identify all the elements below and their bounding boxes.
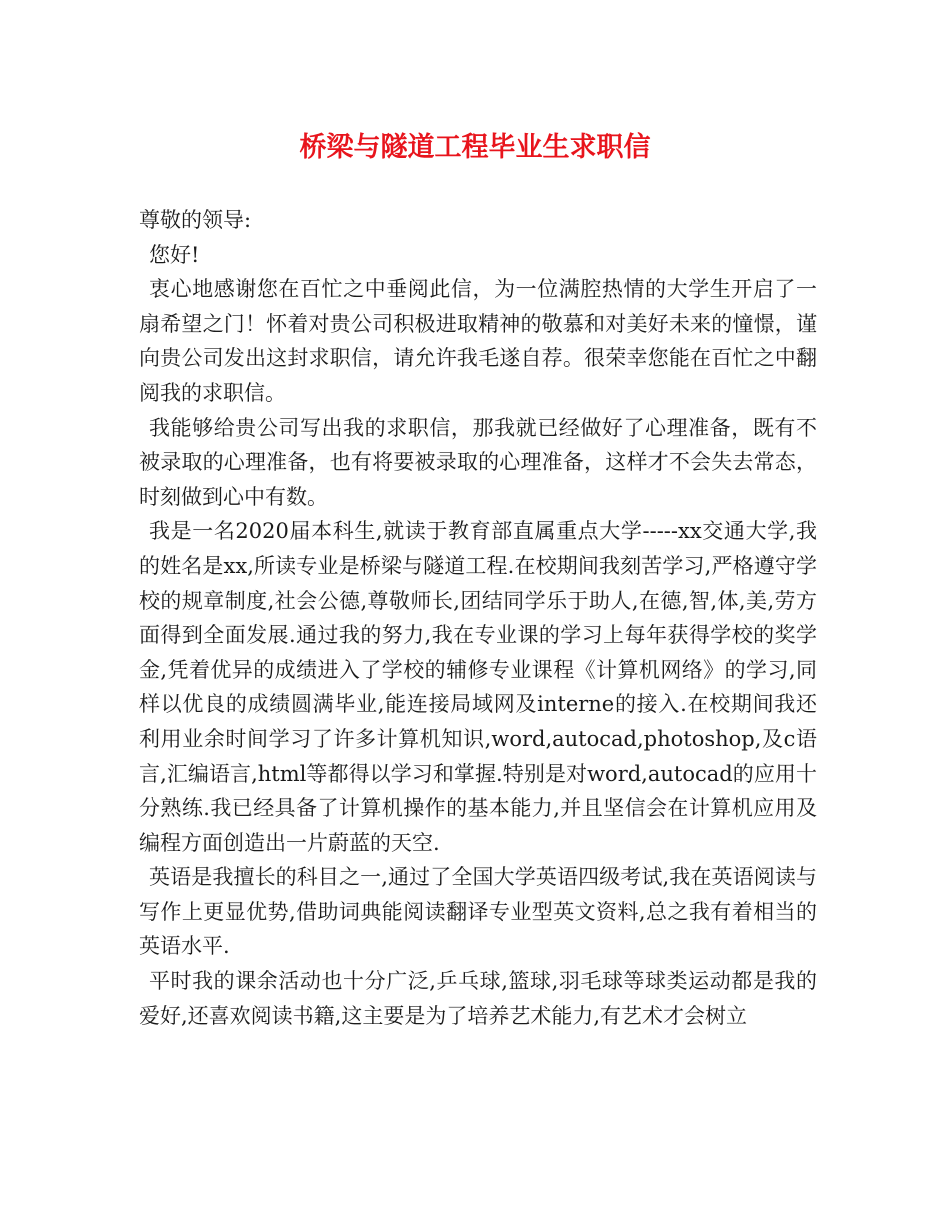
paragraph-gratitude: 衷心地感谢您在百忙之中垂阅此信，为一位满腔热情的大学生开启了一扇希望之门！怀着对贵公司积极进取精神的敬慕和对美好未来的憧憬，谨向贵公司发出这封求职信，请允许我毛遂自荐。很荣幸您能在百忙之中翻阅我的求职信。 bbox=[139, 277, 817, 405]
paragraph-readiness: 我能够给贵公司写出我的求职信，那我就已经做好了心理准备，既有不被录取的心理准备，也有将要被录取的心理准备，这样才不会失去常态，时刻做到心中有数。 bbox=[139, 415, 817, 509]
document-title: 桥梁与隧道工程毕业生求职信 bbox=[299, 132, 651, 163]
greeting: 您好! bbox=[149, 242, 200, 267]
paragraph-english: 英语是我擅长的科目之一,通过了全国大学英语四级考试,我在英语阅读与写作上更显优势,借助词典能阅读翻译专业型英文资料,总之我有着相当的英语水平. bbox=[139, 865, 817, 959]
salutation: 尊敬的领导: bbox=[139, 208, 252, 232]
letter-body bbox=[139, 203, 817, 1033]
paragraph-education: 我是一名2020届本科生,就读于教育部直属重点大学-----xx交通大学,我的姓名是xx,所读专业是桥梁与隧道工程.在校期间我刻苦学习,严格遵守学校的规章制度,社会公德,尊敬师长,团结同学乐于助人,在德,智,体,美,劳方面得到全面发展.通过我的努力,我在专业课的学习上每年获得学校的奖学金,凭着优异的成绩进入了学校的辅修专业课程《计算机网络》的学习,同样以优良的成绩圆满毕业,能连接局域网及interne的接入.在校期间我还利用业余时间学习了许多计算机知识,word,autocad,photoshop,及c语言,汇编语言,html等都得以学习和掌握.特别是对word,autocad的应用十分熟练.我已经具备了计算机操作的基本能力,并且坚信会在计算机应用及编程方面创造出一片蔚蓝的天空. bbox=[139, 519, 817, 855]
paragraph-activities: 平时我的课余活动也十分广泛,乒乓球,篮球,羽毛球等球类运动都是我的爱好,还喜欢阅读书籍,这主要是为了培养艺术能力,有艺术才会树立 bbox=[139, 969, 817, 1028]
